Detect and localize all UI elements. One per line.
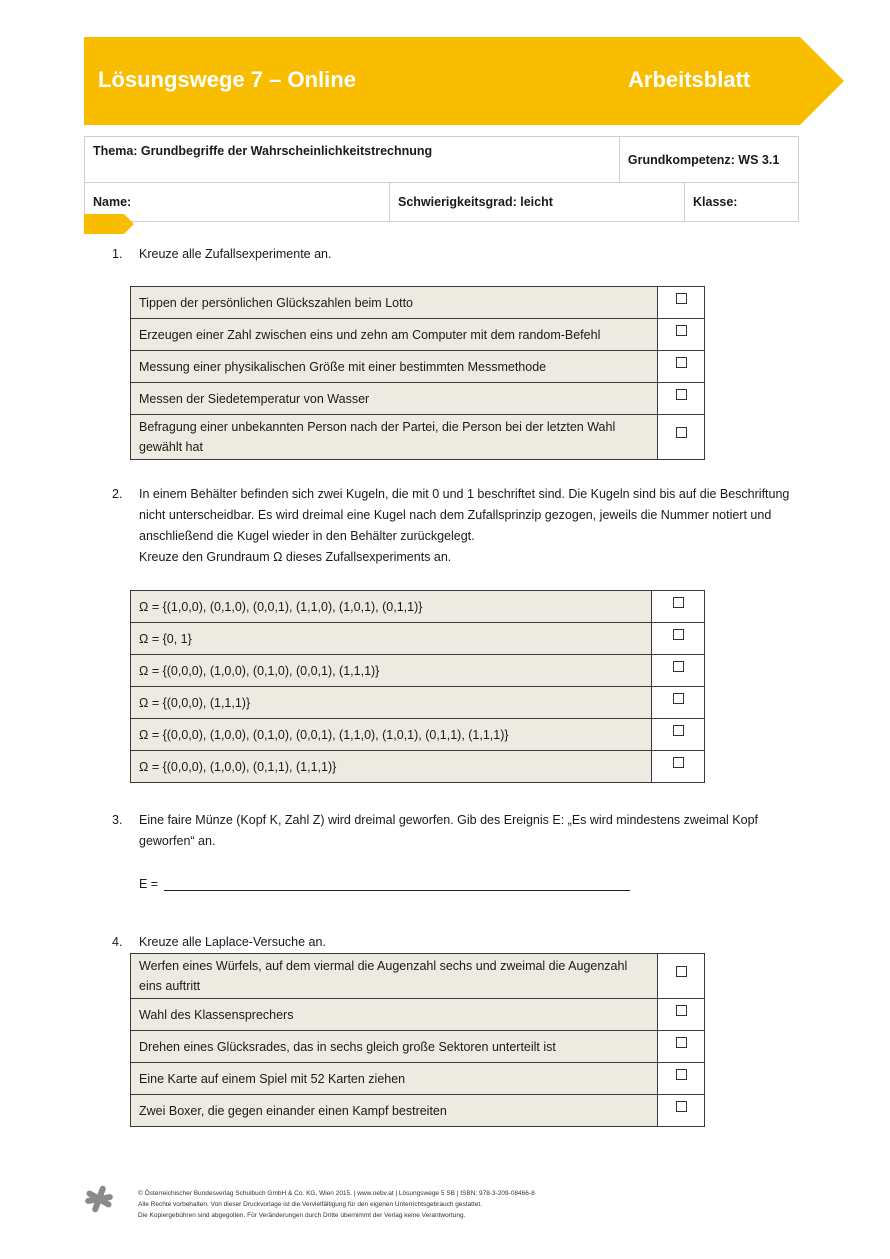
- option-checkbox[interactable]: [658, 1063, 705, 1095]
- option-checkbox[interactable]: [658, 383, 705, 415]
- meta-table: [84, 136, 799, 222]
- checkbox-icon[interactable]: [673, 757, 684, 768]
- option-label: Ω = {(0,0,0), (1,0,0), (0,1,1), (1,1,1)}: [131, 751, 652, 783]
- footer-line: © Österreichischer Bundesverlag Schulbuch GmbH & Co. KG, Wien 2015. | www.oebv.at | Lösungswege 5 SB | ISBN: 978-3-209-08466-8: [138, 1190, 535, 1197]
- question-1-options: [130, 286, 705, 460]
- option-checkbox[interactable]: [652, 623, 705, 655]
- footer-line: Die Kopiergebühren sind abgegolten. Für Veränderungen durch Dritte übernimmt der Verlag keine Verantwortung.: [138, 1212, 466, 1219]
- checkbox-icon[interactable]: [673, 597, 684, 608]
- question-text: Kreuze alle Laplace-Versuche an.: [139, 935, 326, 949]
- option-label: Ω = {(0,0,0), (1,1,1)}: [131, 687, 652, 719]
- option-label: Zwei Boxer, die gegen einander einen Kampf bestreiten: [131, 1095, 658, 1127]
- answer-input-line[interactable]: [164, 876, 630, 891]
- option-label: Eine Karte auf einem Spiel mit 52 Karten ziehen: [131, 1063, 658, 1095]
- checkbox-icon[interactable]: [676, 427, 687, 438]
- worksheet-title: Lösungswege 7 – Online: [98, 67, 356, 92]
- option-label: Ω = {(0,0,0), (1,0,0), (0,1,0), (0,0,1), (1,1,1)}: [131, 655, 652, 687]
- tab-arrow-icon: [84, 214, 136, 234]
- checkbox-icon[interactable]: [676, 293, 687, 304]
- option-checkbox[interactable]: [652, 687, 705, 719]
- worksheet-kind: Arbeitsblatt: [628, 67, 751, 92]
- checkbox-icon[interactable]: [673, 693, 684, 704]
- checkbox-icon[interactable]: [676, 966, 687, 977]
- option-checkbox[interactable]: [658, 415, 705, 460]
- question-number: 3.: [112, 813, 123, 827]
- answer-label: E =: [139, 877, 159, 891]
- checkbox-icon[interactable]: [676, 1101, 687, 1112]
- footer-line: Alle Rechte vorbehalten. Von dieser Druckvorlage ist die Vervielfältigung für den eigenen Unterrichtsgebrauch gestattet.: [138, 1201, 482, 1208]
- option-label: Werfen eines Würfels, auf dem viermal die Augenzahl sechs und zweimal die Augenzahl eins auftritt: [131, 954, 658, 999]
- checkbox-icon[interactable]: [673, 629, 684, 640]
- option-label: Ω = {0, 1}: [131, 623, 652, 655]
- question-text: Kreuze alle Zufallsexperimente an.: [139, 247, 332, 261]
- option-checkbox[interactable]: [652, 751, 705, 783]
- checkbox-icon[interactable]: [676, 389, 687, 400]
- option-checkbox[interactable]: [652, 719, 705, 751]
- question-text-main: In einem Behälter befinden sich zwei Kugeln, die mit 0 und 1 beschriftet sind. Die Kugeln sind bis auf die Beschriftung nicht unterscheidbar. Es wird dreimal eine Kugel nach dem Zufallsprinzip gezogen, jeweils die Nummer notiert und anschließend die Kugel wieder in den Behälter zurückgelegt.: [139, 487, 790, 543]
- option-label: Messung einer physikalischen Größe mit einer bestimmten Messmethode: [131, 351, 658, 383]
- question-2-options: [130, 590, 705, 783]
- option-checkbox[interactable]: [658, 954, 705, 999]
- question-number: 1.: [112, 247, 123, 261]
- question-4-options: [130, 953, 705, 1127]
- option-label: Ω = {(0,0,0), (1,0,0), (0,1,0), (0,0,1), (1,1,0), (1,0,1), (0,1,1), (1,1,1)}: [131, 719, 652, 751]
- difficulty-cell: Schwierigkeitsgrad: leicht: [390, 183, 685, 222]
- checkbox-icon[interactable]: [676, 357, 687, 368]
- checkbox-icon[interactable]: [673, 725, 684, 736]
- checkbox-icon[interactable]: [676, 325, 687, 336]
- option-label: Tippen der persönlichen Glückszahlen beim Lotto: [131, 287, 658, 319]
- question-number: 2.: [112, 487, 123, 501]
- option-label: Wahl des Klassensprechers: [131, 999, 658, 1031]
- header-banner: [84, 37, 844, 125]
- checkbox-icon[interactable]: [673, 661, 684, 672]
- name-field[interactable]: Name:: [85, 183, 390, 222]
- checkbox-icon[interactable]: [676, 1005, 687, 1016]
- competence-cell: Grundkompetenz: WS 3.1: [619, 137, 798, 183]
- option-checkbox[interactable]: [658, 1031, 705, 1063]
- checkbox-icon[interactable]: [676, 1037, 687, 1048]
- option-checkbox[interactable]: [652, 591, 705, 623]
- checkbox-icon[interactable]: [676, 1069, 687, 1080]
- option-checkbox[interactable]: [658, 319, 705, 351]
- option-label: Messen der Siedetemperatur von Wasser: [131, 383, 658, 415]
- option-label: Drehen eines Glücksrades, das in sechs gleich große Sektoren unterteilt ist: [131, 1031, 658, 1063]
- option-checkbox[interactable]: [658, 999, 705, 1031]
- topic-cell: Thema: Grundbegriffe der Wahrscheinlichkeitstrechnung: [85, 137, 620, 183]
- question-text-instruction: Kreuze den Grundraum Ω dieses Zufallsexperiments an.: [139, 550, 452, 564]
- option-checkbox[interactable]: [658, 351, 705, 383]
- class-field[interactable]: Klasse:: [685, 183, 799, 222]
- option-label: Befragung einer unbekannten Person nach der Partei, die Person bei der letzten Wahl gewählt hat: [131, 415, 658, 460]
- question-number: 4.: [112, 935, 123, 949]
- footer-copyright: [138, 1188, 535, 1221]
- option-label: Ω = {(1,0,0), (0,1,0), (0,0,1), (1,1,0), (1,0,1), (0,1,1)}: [131, 591, 652, 623]
- publisher-logo-icon: [84, 1184, 114, 1214]
- option-label: Erzeugen einer Zahl zwischen eins und zehn am Computer mit dem random-Befehl: [131, 319, 658, 351]
- question-text: Eine faire Münze (Kopf K, Zahl Z) wird dreimal geworfen. Gib des Ereignis E: „Es wird mindestens zweimal Kopf geworfen“ an.: [139, 813, 758, 848]
- option-checkbox[interactable]: [658, 287, 705, 319]
- question-text: [139, 484, 799, 568]
- option-checkbox[interactable]: [658, 1095, 705, 1127]
- answer-area: [139, 876, 630, 891]
- option-checkbox[interactable]: [652, 655, 705, 687]
